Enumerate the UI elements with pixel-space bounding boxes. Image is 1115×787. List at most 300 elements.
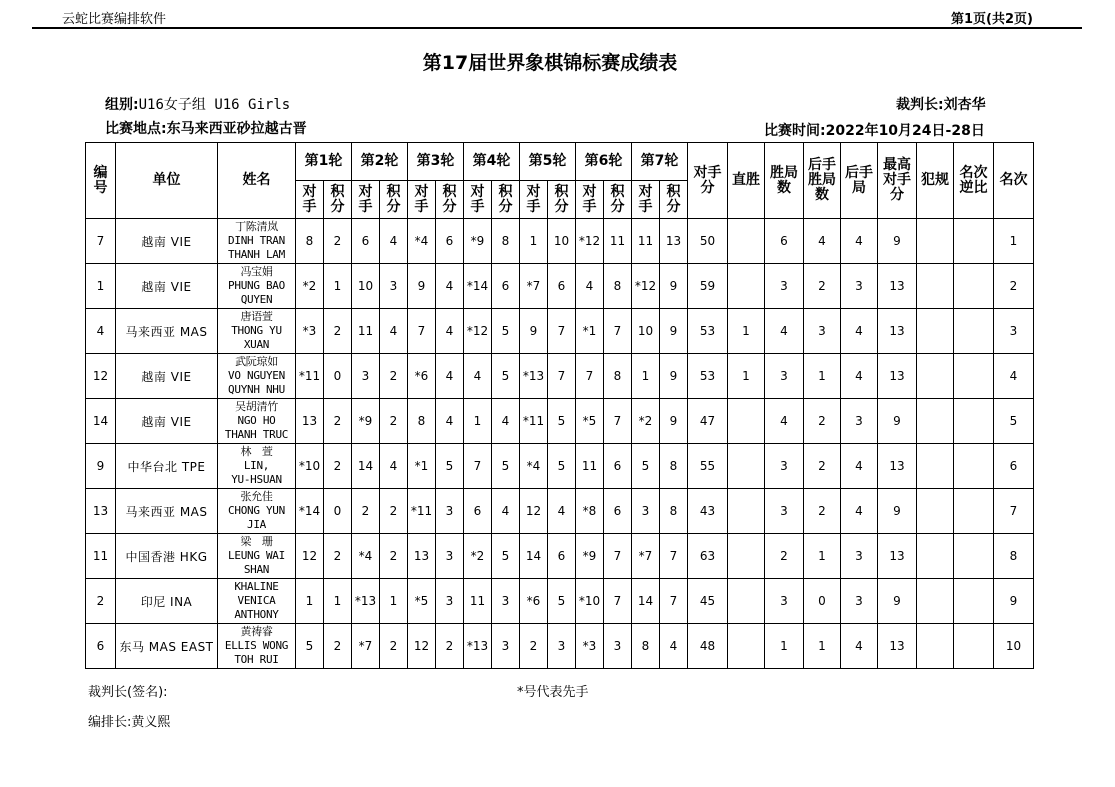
round-points: 0 xyxy=(324,354,352,399)
round-opponent: 10 xyxy=(352,264,380,309)
header-row-top xyxy=(86,143,1034,181)
round-points: 1 xyxy=(324,264,352,309)
round-opponent: 5 xyxy=(296,624,324,669)
wins-cell: 3 xyxy=(765,444,804,489)
direct-cell: 1 xyxy=(728,309,765,354)
black-games-cell: 4 xyxy=(841,444,878,489)
col-unit: 单位 xyxy=(116,143,218,219)
round-opponent: *7 xyxy=(520,264,548,309)
top-opp-cell: 13 xyxy=(878,534,917,579)
black-wins-cell: 2 xyxy=(804,399,841,444)
round-opponent: 10 xyxy=(632,309,660,354)
round-opponent: *9 xyxy=(576,534,604,579)
table-row xyxy=(86,579,1034,624)
round-opponent: 12 xyxy=(520,489,548,534)
round-opponent: *13 xyxy=(352,579,380,624)
round-points: 5 xyxy=(492,309,520,354)
black-games-cell: 4 xyxy=(841,624,878,669)
black-games-cell: 4 xyxy=(841,489,878,534)
round-opponent: 11 xyxy=(576,444,604,489)
black-wins-cell: 1 xyxy=(804,354,841,399)
opp-score-cell: 43 xyxy=(688,489,728,534)
player-unit: 印尼 INA xyxy=(116,579,218,624)
round-opponent: 14 xyxy=(520,534,548,579)
table-row xyxy=(86,534,1034,579)
group-label: 组别: xyxy=(105,97,139,113)
table-row xyxy=(86,264,1034,309)
round-opponent: *6 xyxy=(520,579,548,624)
round-points: 9 xyxy=(660,264,688,309)
round-points: 7 xyxy=(660,579,688,624)
col-direct: 直胜 xyxy=(728,143,765,219)
round-opponent: 1 xyxy=(296,579,324,624)
player-number: 12 xyxy=(86,354,116,399)
rank-cell: 8 xyxy=(994,534,1034,579)
round-opponent: 2 xyxy=(352,489,380,534)
black-games-cell: 3 xyxy=(841,264,878,309)
top-opp-cell: 9 xyxy=(878,219,917,264)
col-round-3-points: 积 分 xyxy=(436,181,464,219)
black-wins-cell: 0 xyxy=(804,579,841,624)
round-points: 2 xyxy=(380,534,408,579)
reverse-cell xyxy=(954,444,994,489)
col-name: 姓名 xyxy=(218,143,296,219)
round-opponent: *4 xyxy=(352,534,380,579)
round-points: 4 xyxy=(660,624,688,669)
black-games-cell: 3 xyxy=(841,534,878,579)
direct-cell: 1 xyxy=(728,354,765,399)
round-points: 11 xyxy=(604,219,632,264)
round-points: 6 xyxy=(604,444,632,489)
round-opponent: 1 xyxy=(520,219,548,264)
black-wins-cell: 4 xyxy=(804,219,841,264)
black-wins-cell: 2 xyxy=(804,444,841,489)
player-number: 9 xyxy=(86,444,116,489)
player-unit: 中国香港 HKG xyxy=(116,534,218,579)
round-opponent: 7 xyxy=(576,354,604,399)
black-wins-cell: 3 xyxy=(804,309,841,354)
player-unit: 越南 VIE xyxy=(116,264,218,309)
round-opponent: *11 xyxy=(296,354,324,399)
wins-cell: 3 xyxy=(765,354,804,399)
player-number: 6 xyxy=(86,624,116,669)
round-opponent: *6 xyxy=(408,354,436,399)
reverse-cell xyxy=(954,399,994,444)
black-games-cell: 4 xyxy=(841,354,878,399)
round-points: 7 xyxy=(604,579,632,624)
round-opponent: *10 xyxy=(576,579,604,624)
round-opponent: 9 xyxy=(520,309,548,354)
col-fouls: 犯规 xyxy=(917,143,954,219)
table-row xyxy=(86,309,1034,354)
round-points: 6 xyxy=(492,264,520,309)
opp-score-cell: 45 xyxy=(688,579,728,624)
round-opponent: *10 xyxy=(296,444,324,489)
rank-cell: 5 xyxy=(994,399,1034,444)
round-opponent: 2 xyxy=(520,624,548,669)
round-points: 3 xyxy=(436,579,464,624)
round-points: 2 xyxy=(380,399,408,444)
player-number: 13 xyxy=(86,489,116,534)
table-row xyxy=(86,444,1034,489)
player-name: 唐语萱 THONG YU XUAN xyxy=(218,309,296,354)
fouls-cell xyxy=(917,264,954,309)
round-points: 6 xyxy=(548,534,576,579)
round-opponent: *2 xyxy=(296,264,324,309)
opp-score-cell: 53 xyxy=(688,309,728,354)
fouls-cell xyxy=(917,354,954,399)
round-points: 9 xyxy=(660,354,688,399)
round-opponent: 7 xyxy=(464,444,492,489)
round-points: 2 xyxy=(436,624,464,669)
round-points: 4 xyxy=(380,444,408,489)
round-opponent: *4 xyxy=(408,219,436,264)
page-title: 第17届世界象棋锦标赛成绩表 xyxy=(422,52,678,74)
col-round-6-points: 积 分 xyxy=(604,181,632,219)
round-opponent: 5 xyxy=(632,444,660,489)
round-points: 1 xyxy=(324,579,352,624)
round-points: 4 xyxy=(436,354,464,399)
top-opp-cell: 9 xyxy=(878,399,917,444)
player-unit: 越南 VIE xyxy=(116,219,218,264)
black-games-cell: 3 xyxy=(841,399,878,444)
rank-cell: 6 xyxy=(994,444,1034,489)
page-indicator: 第1页(共2页) xyxy=(951,12,1033,27)
group-info xyxy=(105,94,290,114)
top-opp-cell: 13 xyxy=(878,264,917,309)
col-round-5-opponent: 对 手 xyxy=(520,181,548,219)
rank-cell: 1 xyxy=(994,219,1034,264)
round-opponent: *11 xyxy=(520,399,548,444)
round-opponent: 1 xyxy=(632,354,660,399)
round-opponent: 13 xyxy=(296,399,324,444)
round-points: 10 xyxy=(548,219,576,264)
fouls-cell xyxy=(917,309,954,354)
col-no: 编 号 xyxy=(86,143,116,219)
col-reverse: 名次 逆比 xyxy=(954,143,994,219)
rank-cell: 2 xyxy=(994,264,1034,309)
table-row xyxy=(86,219,1034,264)
black-wins-cell: 1 xyxy=(804,534,841,579)
col-round-6: 第6轮 xyxy=(576,143,632,181)
player-name: 林 萱 LIN, YU-HSUAN xyxy=(218,444,296,489)
round-opponent: *12 xyxy=(632,264,660,309)
black-wins-cell: 2 xyxy=(804,264,841,309)
round-points: 5 xyxy=(436,444,464,489)
round-opponent: 3 xyxy=(352,354,380,399)
round-points: 2 xyxy=(324,534,352,579)
direct-cell xyxy=(728,219,765,264)
round-points: 2 xyxy=(324,309,352,354)
opp-score-cell: 50 xyxy=(688,219,728,264)
top-opp-cell: 9 xyxy=(878,579,917,624)
opp-score-cell: 63 xyxy=(688,534,728,579)
wins-cell: 3 xyxy=(765,579,804,624)
col-black-wins: 后手 胜局 数 xyxy=(804,143,841,219)
col-round-7-opponent: 对 手 xyxy=(632,181,660,219)
col-round-1: 第1轮 xyxy=(296,143,352,181)
reverse-cell xyxy=(954,354,994,399)
round-points: 0 xyxy=(324,489,352,534)
black-wins-cell: 1 xyxy=(804,624,841,669)
reverse-cell xyxy=(954,534,994,579)
round-points: 5 xyxy=(492,354,520,399)
fouls-cell xyxy=(917,219,954,264)
player-unit: 东马 MAS EAST xyxy=(116,624,218,669)
round-points: 3 xyxy=(436,534,464,579)
top-opp-cell: 13 xyxy=(878,444,917,489)
wins-cell: 6 xyxy=(765,219,804,264)
round-opponent: 14 xyxy=(632,579,660,624)
round-points: 7 xyxy=(548,354,576,399)
fouls-cell xyxy=(917,489,954,534)
top-opp-cell: 9 xyxy=(878,489,917,534)
round-opponent: 4 xyxy=(464,354,492,399)
opp-score-cell: 55 xyxy=(688,444,728,489)
black-games-cell: 3 xyxy=(841,579,878,624)
match-date: 比赛时间:2022年10月24日-28日 xyxy=(764,123,985,139)
rank-cell: 10 xyxy=(994,624,1034,669)
table-row xyxy=(86,354,1034,399)
col-round-1-opponent: 对 手 xyxy=(296,181,324,219)
fouls-cell xyxy=(917,444,954,489)
round-points: 13 xyxy=(660,219,688,264)
col-round-4-opponent: 对 手 xyxy=(464,181,492,219)
chief-referee: 裁判长:刘杏华 xyxy=(896,97,986,113)
round-opponent: 12 xyxy=(296,534,324,579)
col-round-3-opponent: 对 手 xyxy=(408,181,436,219)
player-name: 丁陈清岚 DINH TRAN THANH LAM xyxy=(218,219,296,264)
round-points: 8 xyxy=(604,264,632,309)
player-name: 梁 珊 LEUNG WAI SHAN xyxy=(218,534,296,579)
round-points: 8 xyxy=(660,444,688,489)
round-points: 3 xyxy=(380,264,408,309)
reverse-cell xyxy=(954,219,994,264)
round-opponent: 9 xyxy=(408,264,436,309)
round-opponent: *4 xyxy=(520,444,548,489)
wins-cell: 4 xyxy=(765,309,804,354)
wins-cell: 3 xyxy=(765,264,804,309)
player-name: 张允佳 CHONG YUN JIA xyxy=(218,489,296,534)
col-round-7: 第7轮 xyxy=(632,143,688,181)
col-round-2: 第2轮 xyxy=(352,143,408,181)
reverse-cell xyxy=(954,264,994,309)
direct-cell xyxy=(728,579,765,624)
round-points: 1 xyxy=(380,579,408,624)
header-divider xyxy=(32,27,1082,29)
first-move-note: *号代表先手 xyxy=(517,685,589,700)
col-round-2-opponent: 对 手 xyxy=(352,181,380,219)
round-opponent: *5 xyxy=(408,579,436,624)
table-header xyxy=(86,143,1034,219)
round-points: 8 xyxy=(604,354,632,399)
round-opponent: *14 xyxy=(464,264,492,309)
col-round-5-points: 积 分 xyxy=(548,181,576,219)
round-points: 5 xyxy=(548,579,576,624)
round-points: 8 xyxy=(660,489,688,534)
round-points: 4 xyxy=(436,399,464,444)
top-opp-cell: 13 xyxy=(878,309,917,354)
top-opp-cell: 13 xyxy=(878,354,917,399)
round-points: 2 xyxy=(324,399,352,444)
round-opponent: 11 xyxy=(632,219,660,264)
col-round-7-points: 积 分 xyxy=(660,181,688,219)
round-opponent: *12 xyxy=(576,219,604,264)
player-unit: 马来西亚 MAS xyxy=(116,309,218,354)
round-opponent: *9 xyxy=(464,219,492,264)
round-points: 3 xyxy=(604,624,632,669)
col-rank: 名次 xyxy=(994,143,1034,219)
round-points: 7 xyxy=(604,309,632,354)
top-opp-cell: 13 xyxy=(878,624,917,669)
round-points: 7 xyxy=(604,399,632,444)
round-opponent: 14 xyxy=(352,444,380,489)
col-round-1-points: 积 分 xyxy=(324,181,352,219)
player-name: 吴胡清竹 NGO HO THANH TRUC xyxy=(218,399,296,444)
group-value: U16女子组 U16 Girls xyxy=(138,97,291,113)
round-points: 6 xyxy=(436,219,464,264)
fouls-cell xyxy=(917,534,954,579)
direct-cell xyxy=(728,264,765,309)
round-points: 6 xyxy=(604,489,632,534)
wins-cell: 2 xyxy=(765,534,804,579)
rank-cell: 4 xyxy=(994,354,1034,399)
col-opp-score: 对手 分 xyxy=(688,143,728,219)
opp-score-cell: 47 xyxy=(688,399,728,444)
col-black-games: 后手 局 xyxy=(841,143,878,219)
round-opponent: *7 xyxy=(632,534,660,579)
round-opponent: *8 xyxy=(576,489,604,534)
results-table xyxy=(85,142,1034,669)
black-games-cell: 4 xyxy=(841,219,878,264)
round-opponent: *11 xyxy=(408,489,436,534)
col-round-4-points: 积 分 xyxy=(492,181,520,219)
round-points: 7 xyxy=(604,534,632,579)
reverse-cell xyxy=(954,489,994,534)
round-opponent: *3 xyxy=(576,624,604,669)
round-opponent: 13 xyxy=(408,534,436,579)
round-points: 5 xyxy=(492,534,520,579)
fouls-cell xyxy=(917,399,954,444)
round-opponent: 6 xyxy=(352,219,380,264)
opp-score-cell: 53 xyxy=(688,354,728,399)
direct-cell xyxy=(728,624,765,669)
round-opponent: 4 xyxy=(576,264,604,309)
player-number: 11 xyxy=(86,534,116,579)
table-row xyxy=(86,624,1034,669)
opp-score-cell: 59 xyxy=(688,264,728,309)
fouls-cell xyxy=(917,624,954,669)
col-round-6-opponent: 对 手 xyxy=(576,181,604,219)
direct-cell xyxy=(728,399,765,444)
player-name: KHALINE VENICA ANTHONY xyxy=(218,579,296,624)
round-points: 5 xyxy=(492,444,520,489)
round-points: 4 xyxy=(492,399,520,444)
round-opponent: 12 xyxy=(408,624,436,669)
round-points: 4 xyxy=(380,309,408,354)
software-name: 云蛇比赛编排软件 xyxy=(62,12,167,27)
wins-cell: 3 xyxy=(765,489,804,534)
player-number: 4 xyxy=(86,309,116,354)
direct-cell xyxy=(728,444,765,489)
round-opponent: 3 xyxy=(632,489,660,534)
round-opponent: *5 xyxy=(576,399,604,444)
round-points: 2 xyxy=(380,354,408,399)
round-opponent: *2 xyxy=(632,399,660,444)
col-round-5: 第5轮 xyxy=(520,143,576,181)
black-wins-cell: 2 xyxy=(804,489,841,534)
round-opponent: *14 xyxy=(296,489,324,534)
direct-cell xyxy=(728,534,765,579)
rank-cell: 9 xyxy=(994,579,1034,624)
rank-cell: 7 xyxy=(994,489,1034,534)
reverse-cell xyxy=(954,624,994,669)
round-points: 2 xyxy=(380,624,408,669)
player-name: 武阮琼如 VO NGUYEN QUYNH NHU xyxy=(218,354,296,399)
player-unit: 中华台北 TPE xyxy=(116,444,218,489)
round-opponent: 6 xyxy=(464,489,492,534)
wins-cell: 1 xyxy=(765,624,804,669)
round-opponent: 8 xyxy=(408,399,436,444)
round-points: 9 xyxy=(660,399,688,444)
round-points: 3 xyxy=(436,489,464,534)
round-points: 7 xyxy=(660,534,688,579)
player-number: 2 xyxy=(86,579,116,624)
player-unit: 马来西亚 MAS xyxy=(116,489,218,534)
table-row xyxy=(86,489,1034,534)
round-opponent: *3 xyxy=(296,309,324,354)
round-points: 2 xyxy=(380,489,408,534)
player-name: 黄祷睿 ELLIS WONG TOH RUI xyxy=(218,624,296,669)
direct-cell xyxy=(728,489,765,534)
round-points: 5 xyxy=(548,444,576,489)
black-games-cell: 4 xyxy=(841,309,878,354)
round-opponent: *12 xyxy=(464,309,492,354)
round-opponent: 11 xyxy=(352,309,380,354)
opp-score-cell: 48 xyxy=(688,624,728,669)
round-points: 9 xyxy=(660,309,688,354)
round-points: 3 xyxy=(548,624,576,669)
round-points: 4 xyxy=(436,309,464,354)
player-unit: 越南 VIE xyxy=(116,399,218,444)
round-points: 8 xyxy=(492,219,520,264)
round-opponent: 1 xyxy=(464,399,492,444)
col-round-2-points: 积 分 xyxy=(380,181,408,219)
round-points: 6 xyxy=(548,264,576,309)
col-round-3: 第3轮 xyxy=(408,143,464,181)
round-points: 4 xyxy=(380,219,408,264)
wins-cell: 4 xyxy=(765,399,804,444)
player-number: 7 xyxy=(86,219,116,264)
player-name: 冯宝娟 PHUNG BAO QUYEN xyxy=(218,264,296,309)
table-row xyxy=(86,399,1034,444)
col-round-4: 第4轮 xyxy=(464,143,520,181)
referee-signature: 裁判长(签名): xyxy=(88,685,168,700)
venue: 比赛地点:东马来西亚砂拉越古晋 xyxy=(105,121,307,137)
round-points: 5 xyxy=(548,399,576,444)
col-wins: 胜局 数 xyxy=(765,143,804,219)
player-unit: 越南 VIE xyxy=(116,354,218,399)
fouls-cell xyxy=(917,579,954,624)
round-opponent: 11 xyxy=(464,579,492,624)
round-opponent: 7 xyxy=(408,309,436,354)
round-opponent: 8 xyxy=(632,624,660,669)
round-opponent: *1 xyxy=(576,309,604,354)
chief-scheduler: 编排长:黄义熙 xyxy=(88,715,171,730)
reverse-cell xyxy=(954,579,994,624)
player-number: 14 xyxy=(86,399,116,444)
round-opponent: *2 xyxy=(464,534,492,579)
